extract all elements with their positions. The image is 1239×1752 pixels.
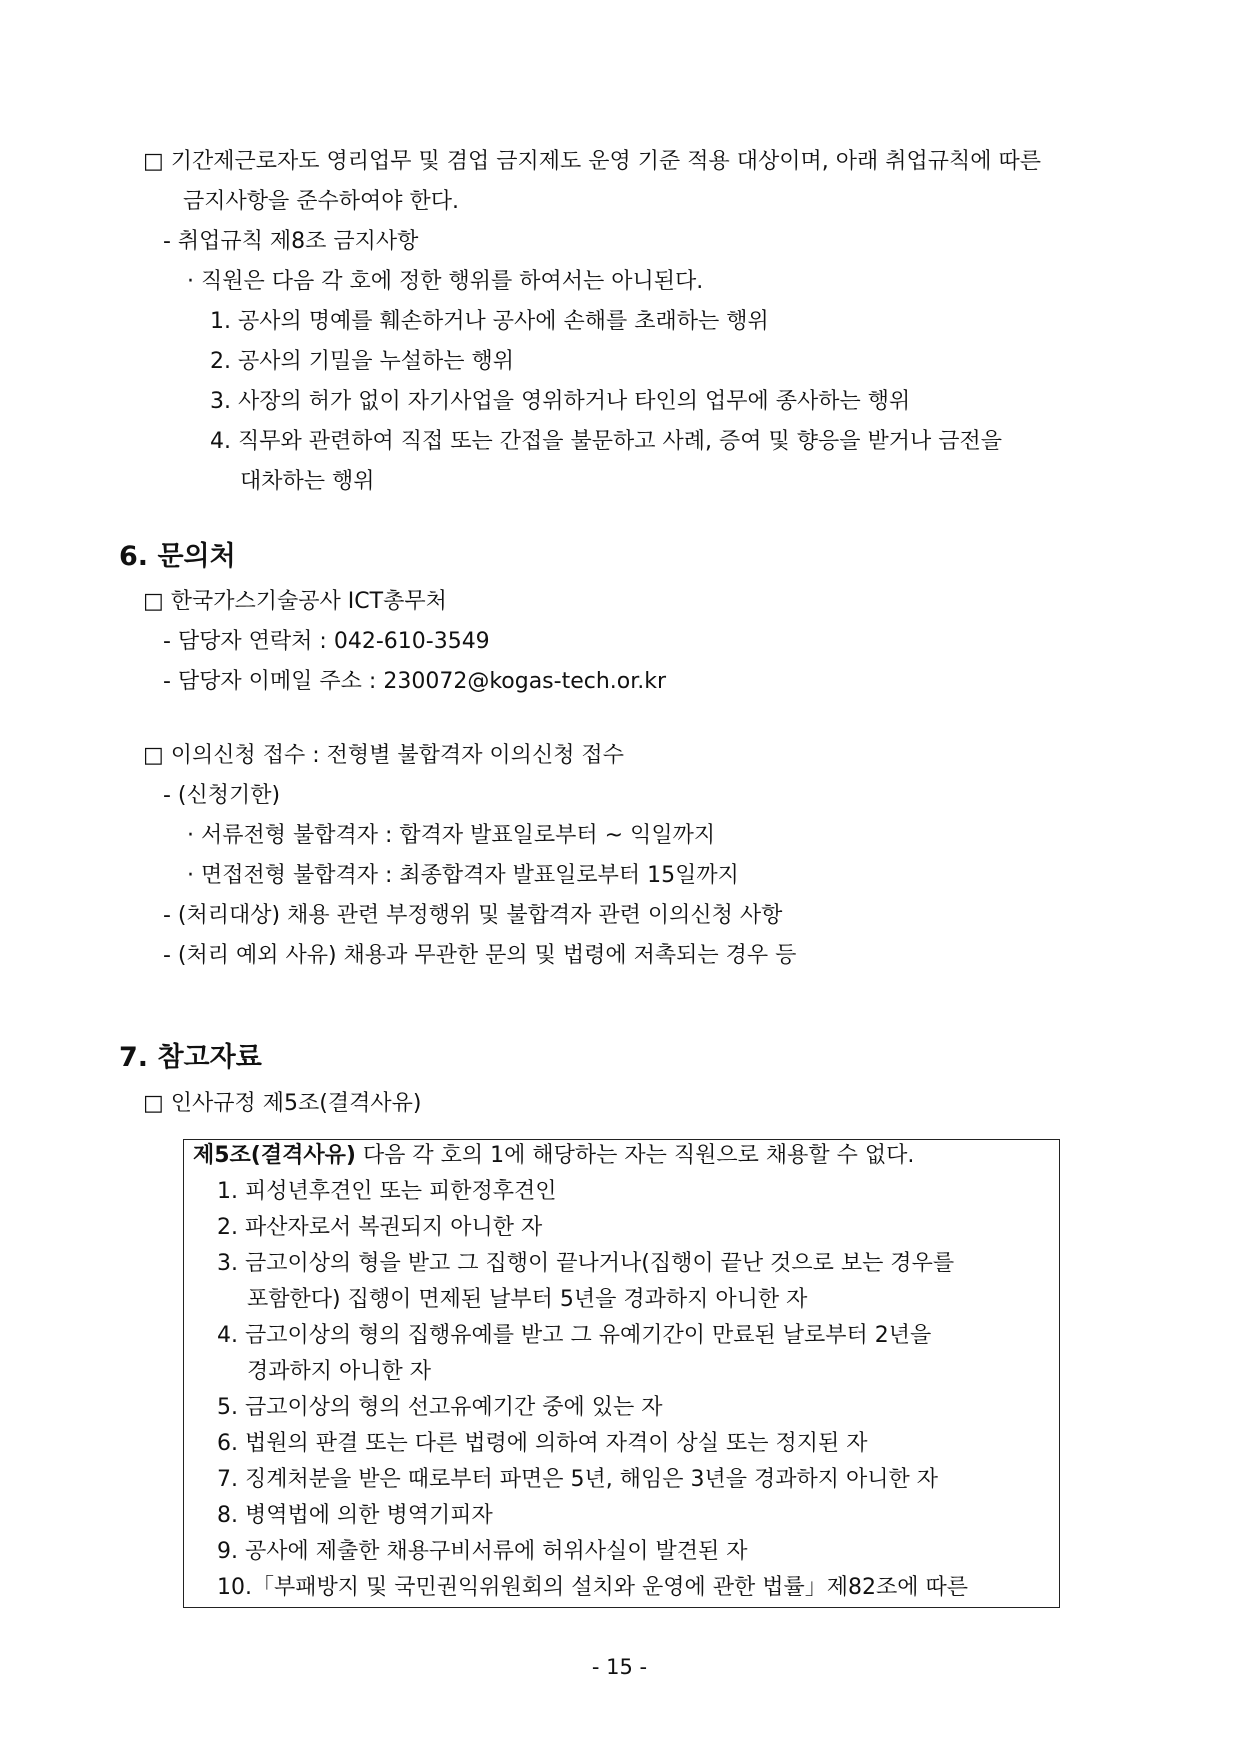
sub-heading: - 취업규칙 제8조 금지사항 [163,229,419,254]
list-item-cont: 경과하지 아니한 자 [247,1359,432,1384]
paragraph-line: □ 기간제근로자도 영리업무 및 겸업 금지제도 운영 기준 적용 대상이며, 아래 취업규칙에 따른 [143,149,1042,174]
list-item: 2. 파산자로서 복권되지 아니한 자 [217,1215,543,1240]
list-item: 4. 금고이상의 형의 집행유예를 받고 그 유예기간이 만료된 날로부터 2년을 [217,1323,932,1348]
regulation-intro [193,1142,914,1170]
bullet-line: · 직원은 다음 각 호에 정한 행위를 하여서는 아니된다. [187,269,704,294]
list-item: 7. 징계처분을 받은 때로부터 파면은 5년, 해임은 3년을 경과하지 아니한 자 [217,1467,938,1492]
list-item-cont: 대차하는 행위 [240,469,375,494]
sub-heading: - (처리대상) 채용 관련 부정행위 및 불합격자 관련 이의신청 사항 [163,903,783,928]
page-number: - 15 - [591,1655,648,1679]
list-item: 1. 피성년후견인 또는 피한정후견인 [217,1179,557,1204]
paragraph-line: □ 이의신청 접수 : 전형별 불합격자 이의신청 접수 [143,743,624,768]
list-item: 10.「부패방지 및 국민권익위원회의 설치와 운영에 관한 법률」제82조에 따른 [217,1575,968,1600]
sub-heading: - (처리 예외 사유) 채용과 무관한 문의 및 법령에 저촉되는 경우 등 [163,943,797,968]
list-item: 2. 공사의 기밀을 누설하는 행위 [210,349,514,374]
list-item: 1. 공사의 명예를 훼손하거나 공사에 손해를 초래하는 행위 [210,309,769,334]
list-item: 5. 금고이상의 형의 선고유예기간 중에 있는 자 [217,1395,663,1420]
bullet-line: · 서류전형 불합격자 : 합격자 발표일로부터 ~ 익일까지 [187,823,716,848]
paragraph-line: □ 한국가스기술공사 ICT총무처 [143,589,447,614]
list-item: 8. 병역법에 의한 병역기피자 [217,1503,493,1528]
section-heading: 6. 문의처 [119,541,236,572]
list-item: 9. 공사에 제출한 채용구비서류에 허위사실이 발견된 자 [217,1539,748,1564]
contact-phone: - 담당자 연락처 : 042-610-3549 [163,629,490,654]
list-item: 6. 법원의 판결 또는 다른 법령에 의하여 자격이 상실 또는 정지된 자 [217,1431,868,1456]
sub-heading: - (신청기한) [163,783,281,808]
list-item-cont: 포함한다) 집행이 면제된 날부터 5년을 경과하지 아니한 자 [247,1287,808,1312]
section-heading: 7. 참고자료 [119,1042,262,1073]
paragraph-line: □ 인사규정 제5조(결격사유) [143,1091,422,1116]
list-item: 3. 금고이상의 형을 받고 그 집행이 끝나거나(집행이 끝난 것으로 보는 경우를 [217,1251,955,1276]
contact-email: - 담당자 이메일 주소 : 230072@kogas-tech.or.kr [163,669,667,694]
list-item: 3. 사장의 허가 없이 자기사업을 영위하거나 타인의 업무에 종사하는 행위 [210,389,911,414]
bullet-line: · 면접전형 불합격자 : 최종합격자 발표일로부터 15일까지 [187,863,739,888]
paragraph-line: 금지사항을 준수하여야 한다. [183,189,460,214]
list-item: 4. 직무와 관련하여 직접 또는 간접을 불문하고 사례, 증여 및 향응을 받거나 금전을 [210,429,1002,454]
regulation-title: 제5조(결격사유) [193,1143,356,1168]
regulation-intro-text: 다음 각 호의 1에 해당하는 자는 직원으로 채용할 수 없다. [355,1143,915,1168]
